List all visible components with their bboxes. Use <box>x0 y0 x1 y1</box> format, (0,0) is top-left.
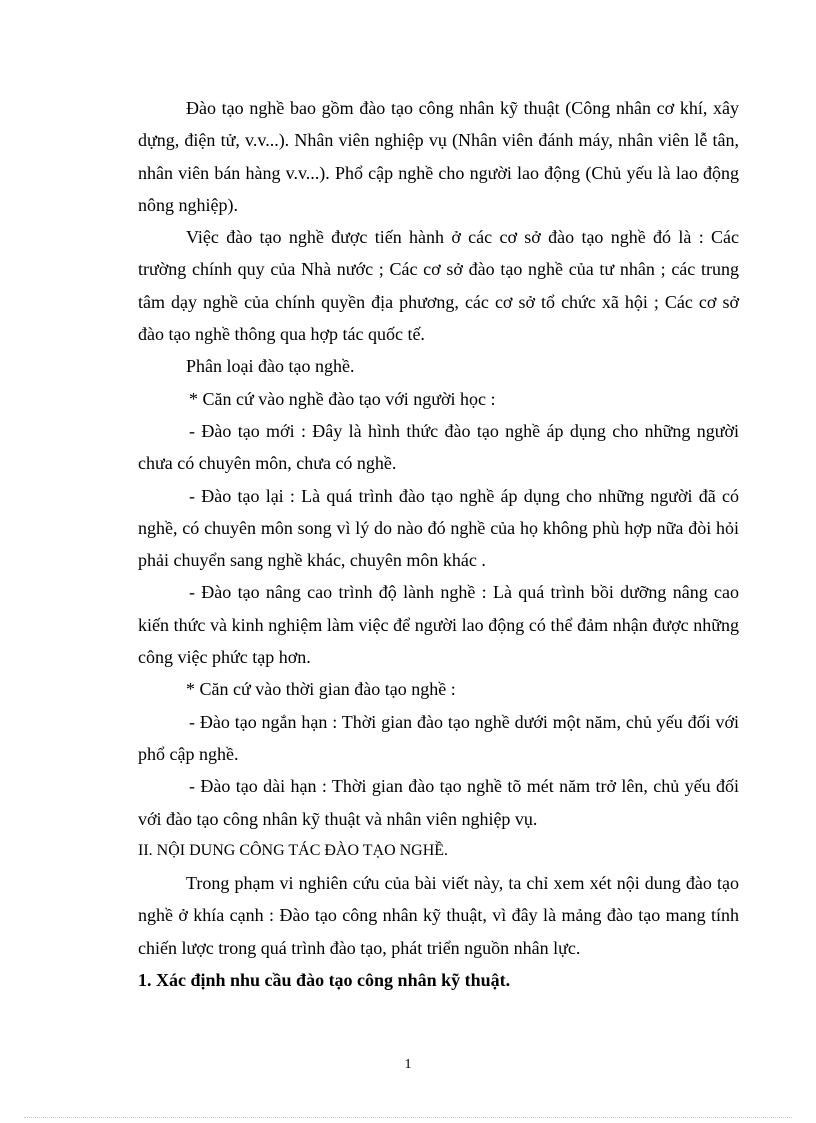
paragraph-vocational-training-scope: Đào tạo nghề bao gồm đào tạo công nhân kỹ thuật (Công nhân cơ khí, xây dựng, điện tử, v.v...). Nhân viên nghiệp vụ (Nhân viên đánh máy, nhân viên lễ tân, nhân viên bán hàng v.v...). Phổ cập nghề cho người lao động (Chủ yếu là lao động nông nghiệp). <box>138 98 739 215</box>
paragraph-criterion-by-duration: * Căn cứ vào thời gian đào tạo nghề : <box>186 679 456 700</box>
page-bottom-divider <box>24 1117 792 1118</box>
page-number: 1 <box>404 1057 412 1072</box>
paragraph-training-institutions: Việc đào tạo nghề được tiến hành ở các cơ sở đào tạo nghề đó là : Các trường chính quy của Nhà nước ; Các cơ sở đào tạo nghề của tư nhân ; các trung tâm dạy nghề của chính quyền địa phương, các cơ sở tổ chức xã hội ; Các cơ sở đào tạo nghề thông qua hợp tác quốc tế. <box>138 227 739 345</box>
paragraph-section-intro: Trong phạm vi nghiên cứu của bài viết này, ta chỉ xem xét nội dung đào tạo nghề ở khía cạnh : Đào tạo công nhân kỹ thuật, vì đây là mảng đào tạo mang tính chiến lược trong quá trình đào tạo, phát triển nguồn nhân lực. <box>138 873 739 958</box>
paragraph-criterion-by-learner: * Căn cứ vào nghề đào tạo với người học : <box>189 388 496 409</box>
paragraph-retraining: - Đào tạo lại : Là quá trình đào tạo nghề áp dụng cho những người đã có nghề, có chuyên môn song vì lý do nào đó nghề của họ không phù hợp nữa đòi hỏi phải chuyển sang nghề khác, chuyên môn khác . <box>138 485 739 571</box>
paragraph-advanced-skill-training: - Đào tạo nâng cao trình độ lành nghề : Là quá trình bồi dưỡng nâng cao kiến thức và kinh nghiệm làm việc để người lao động có thể đảm nhận được những công việc phức tạp hơn. <box>138 582 739 668</box>
document-body <box>138 92 739 996</box>
section-heading: II. NỘI DUNG CÔNG TÁC ĐÀO TẠO NGHỀ. <box>138 841 449 859</box>
paragraph-new-training: - Đào tạo mới : Đây là hình thức đào tạo nghề áp dụng cho những người chưa có chuyên môn, chưa có nghề. <box>138 420 739 474</box>
subsection-heading: 1. Xác định nhu cầu đào tạo công nhân kỹ thuật. <box>138 970 511 991</box>
paragraph-short-term-training: - Đào tạo ngắn hạn : Thời gian đào tạo nghề dưới một năm, chủ yếu đối với phổ cập nghề. <box>138 711 739 764</box>
paragraph-classification-title: Phân loại đào tạo nghề. <box>186 356 355 377</box>
paragraph-long-term-training: - Đào tạo dài hạn : Thời gian đào tạo nghề tõ mét năm trở lên, chủ yếu đối với đào tạo công nhân kỹ thuật và nhân viên nghiệp vụ. <box>138 776 739 829</box>
